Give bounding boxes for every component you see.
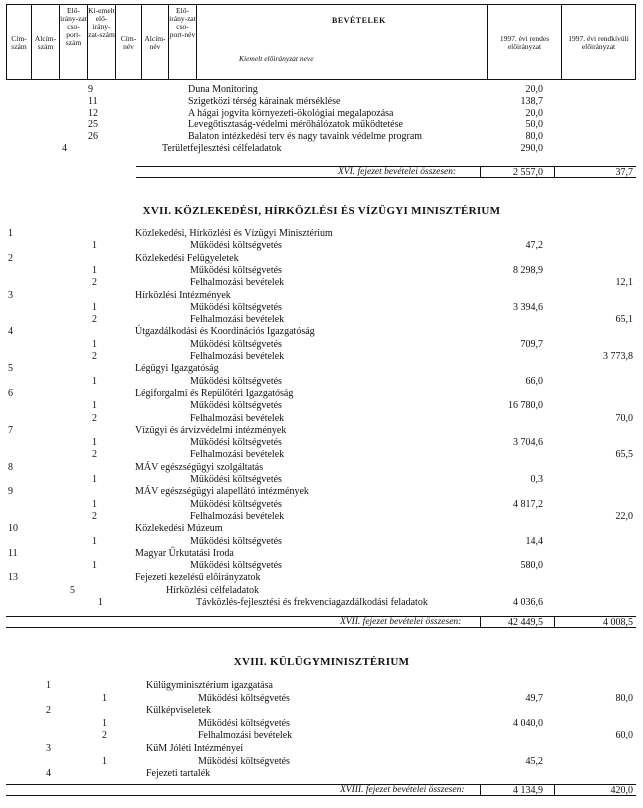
xvii-row-name: Működési költségvetés [190,474,282,485]
xvii-row-name: Hírközlési Intézmények [135,290,231,301]
xvii-alcim-number: 2 [92,277,97,288]
xvii-row-name: Légiforgalmi és Repülőtéri Igazgatóság [135,388,294,399]
xvii-cim-number: 11 [8,548,18,559]
xvii-row-name: Működési költségvetés [190,240,282,251]
xvii-cim-number: 9 [8,486,13,497]
xvi-sum-divider-2 [554,166,555,178]
header-bevetelek-title: BEVÉTELEK [332,16,386,25]
xvii-row-rendes: 47,2 [525,240,543,251]
xvii-cim-number: 6 [8,388,13,399]
xvii-row-name: Felhalmozási bevételek [190,413,285,424]
xvii-alcim-number: 2 [92,351,97,362]
xvii-sum-rendes: 42 449,5 [508,617,543,628]
xvi-row-value: 80,0 [525,131,543,142]
xvii-alcim-number: 2 [92,413,97,424]
xvii-row-rendes: 66,0 [525,376,543,387]
xvii-row-rendes: 16 780,0 [508,400,543,411]
xvi-row-name: A hágai jogvita környezeti-ökológiai megalapozása [188,108,394,119]
xviii-row-name: KüM Jóléti Intézményei [146,743,244,754]
xvi-row-name: Szigetközi térség kárainak mérséklése [188,96,341,107]
xviii-cim-number: 1 [46,680,51,691]
xviii-cim-number: 4 [46,768,51,779]
xviii-row-name: Működési költségvetés [198,693,290,704]
xvii-alcim-number: 1 [92,302,97,313]
xvii-row-name: Közlekedési, Hírközlési és Vízügyi Minisztérium [135,228,333,239]
xviii-alcim-number: 1 [102,693,107,704]
xvii-cim-number: 13 [8,572,18,583]
xvi-sum-rendes: 2 557,0 [513,167,543,178]
xvii-row-name: Fejezeti kezelésű előirányzatok [135,572,261,583]
xviii-sum-rendes: 4 134,9 [513,785,543,796]
xvii-row-name: MÁV egészségügyi alapellátó intézmények [135,486,309,497]
xvii-row-name: Felhalmozási bevételek [190,277,285,288]
xviii-row-rendkivuli: 60,0 [615,730,633,741]
xvii-row-rendes: 709,7 [520,339,543,350]
xviii-row-name: Felhalmozási bevételek [198,730,293,741]
xvii-row-rendes: 4 817,2 [513,499,543,510]
xvii-row-rendes: 3 394,6 [513,302,543,313]
xvii-alcim-number: 1 [92,499,97,510]
xvii-row-name: Működési költségvetés [190,400,282,411]
xvii-row-rendkivuli: 70,0 [615,413,633,424]
xvii-row-name: Magyar Űrkutatási Iroda [135,548,234,559]
xvii-row-rendkivuli: 22,0 [615,511,633,522]
table-header [6,4,636,80]
header-alcimszam: Alcím-szám [31,5,59,79]
xvi-sum-label: XVI. fejezet bevételei összesen: [338,167,457,177]
xvii-cim-number: 4 [8,326,13,337]
xvii-row-name: Működési költségvetés [190,437,282,448]
xvi-row-value: 138,7 [520,96,543,107]
xviii-alcim-number: 1 [102,756,107,767]
xvii-row-name: Felhalmozási bevételek [190,449,285,460]
xvii-row-rendes: 14,4 [525,536,543,547]
section-xviii-title: XVIII. KÜLÜGYMINISZTÉRIUM [233,656,410,668]
xvii-row-name: Felhalmozási bevételek [190,314,285,325]
xvi-row-number: 4 [62,143,67,154]
xvii-alcim-number: 1 [92,339,97,350]
xvii-row-rendes: 0,3 [530,474,543,485]
xvi-row-number: 11 [88,96,98,107]
xvii-cim-number: 10 [8,523,18,534]
xvii-row-name: Működési költségvetés [190,536,282,547]
xvi-row-value: 20,0 [525,84,543,95]
xviii-alcim-number: 2 [102,730,107,741]
header-kiemelt-nev: Kiemelt előirányzat neve [239,54,314,63]
xvii-row-name: MÁV egészségügyi szolgáltatás [135,462,264,473]
xvii-cim-number: 8 [8,462,13,473]
xvii-cim-number: 3 [8,290,13,301]
section-xvii-title: XVII. KÖZLEKEDÉSI, HÍRKÖZLÉSI ÉS VÍZÜGYI MINISZTÉRIUM [142,205,501,217]
header-cimnev: Cím-név [115,5,141,79]
xvi-sum-divider-1 [480,166,481,178]
header-rendes: 1997. évi rendes előirányzat [487,5,561,79]
xviii-cim-number: 3 [46,743,51,754]
xvii-alcim-number: 1 [92,265,97,276]
xviii-row-rendes: 4 040,0 [513,718,543,729]
xvi-row-number: 12 [88,108,98,119]
xvii-alcim-number: 1 [98,597,103,608]
header-alcimnev: Alcím-név [141,5,168,79]
header-cimszam: Cím-szám [11,34,27,51]
header-rendkivuli: 1997. évi rendkívüli előirányzat [561,5,635,79]
xvii-row-name: Közlekedési Felügyeletek [135,253,239,264]
xvi-row-name: Duna Monitoring [188,84,258,95]
xvii-cim-number: 5 [8,363,13,374]
xvii-alcim-number: 1 [92,376,97,387]
header-eloiranyzat-csoportszam: Elő-irány-zat cso-port-szám [59,5,87,79]
xvii-alcim-number: 5 [70,585,75,596]
xvii-sum-rendkivuli: 4 008,5 [603,617,633,628]
xvii-row-rendes: 4 036,6 [513,597,543,608]
xvii-row-name: Útgazdálkodási és Koordinációs Igazgatóság [135,326,315,337]
xvii-row-name: Működési költségvetés [190,499,282,510]
xvii-row-name: Vízügyi és árvízvédelmi intézmények [135,425,287,436]
xvii-cim-number: 7 [8,425,13,436]
xvi-row-number: 26 [88,131,98,142]
xviii-row-name: Fejezeti tartalék [146,768,211,779]
xvii-alcim-number: 1 [92,437,97,448]
xviii-row-name: Külképviseletek [146,705,211,716]
xvi-row-number: 25 [88,119,98,130]
xvi-row-name: Területfejlesztési célfeladatok [162,143,282,154]
xvii-row-rendes: 580,0 [520,560,543,571]
xvii-row-name: Működési költségvetés [190,302,282,313]
xvii-row-rendes: 8 298,9 [513,265,543,276]
xvii-row-name: Közlekedési Múzeum [135,523,223,534]
header-bevetelek [196,5,487,79]
xvii-cim-number: 1 [8,228,13,239]
xvi-row-name: Balaton intézkedési terv és nagy tavaink védelme program [188,131,423,142]
xvii-alcim-number: 1 [92,536,97,547]
xvi-row-value: 290,0 [520,143,543,154]
header-kiemelt-szam: Ki-emelt elő-irány-zat-szám [87,5,115,79]
xvii-alcim-number: 1 [92,474,97,485]
xviii-row-name: Működési költségvetés [198,756,290,767]
xvii-row-name: Légügyi Igazgatóság [135,363,219,374]
xviii-sum-divider-1 [480,784,481,796]
xviii-row-rendes: 49,7 [525,693,543,704]
xviii-alcim-number: 1 [102,718,107,729]
xvii-alcim-number: 2 [92,314,97,325]
xvii-alcim-number: 1 [92,560,97,571]
xvii-row-name: Távközlés-fejlesztési és frekvenciagazdálkodási feladatok [196,597,428,608]
xviii-row-rendes: 45,2 [525,756,543,767]
xvii-alcim-number: 2 [92,449,97,460]
xvii-row-name: Működési költségvetés [190,339,282,350]
xvii-row-rendkivuli: 65,1 [615,314,633,325]
xvii-alcim-number: 2 [92,511,97,522]
xvii-sum-label: XVII. fejezet bevételei összesen: [340,617,462,627]
xvii-row-rendkivuli: 12,1 [615,277,633,288]
xvii-row-rendes: 3 704,6 [513,437,543,448]
xviii-sum-rendkivuli: 420,0 [610,785,633,796]
xvii-alcim-number: 1 [92,240,97,251]
xviii-row-name: Külügyminisztérium igazgatása [146,680,273,691]
xvii-row-name: Felhalmozási bevételek [190,351,285,362]
xvii-row-rendkivuli: 65,5 [615,449,633,460]
xvii-alcim-number: 1 [92,400,97,411]
xvii-cim-number: 2 [8,253,13,264]
xvi-row-number: 9 [88,84,93,95]
xviii-cim-number: 2 [46,705,51,716]
xviii-row-name: Működési költségvetés [198,718,290,729]
xvii-row-name: Hírközlési célfeladatok [166,585,260,596]
xvii-row-name: Működési költségvetés [190,560,282,571]
xvi-sum-rendkivuli: 37,7 [615,167,633,178]
header-eloiranyzat-csoportnev: Elő-irány-zat cso-port-név [168,5,196,79]
xvii-sum-divider-2 [554,616,555,628]
xvii-row-name: Felhalmozási bevételek [190,511,285,522]
xvii-row-name: Működési költségvetés [190,265,282,276]
xvii-sum-divider-1 [480,616,481,628]
xviii-row-rendkivuli: 80,0 [615,693,633,704]
xviii-sum-label: XVIII. fejezet bevételei összesen: [340,785,465,795]
xvi-row-name: Levegőtisztaság-védelmi mérőhálózatok működtetése [188,119,403,130]
xvi-row-value: 20,0 [525,108,543,119]
xvii-row-rendkivuli: 3 773,8 [603,351,633,362]
xvi-row-value: 50,0 [525,119,543,130]
xviii-sum-divider-2 [554,784,555,796]
xvii-row-name: Működési költségvetés [190,376,282,387]
